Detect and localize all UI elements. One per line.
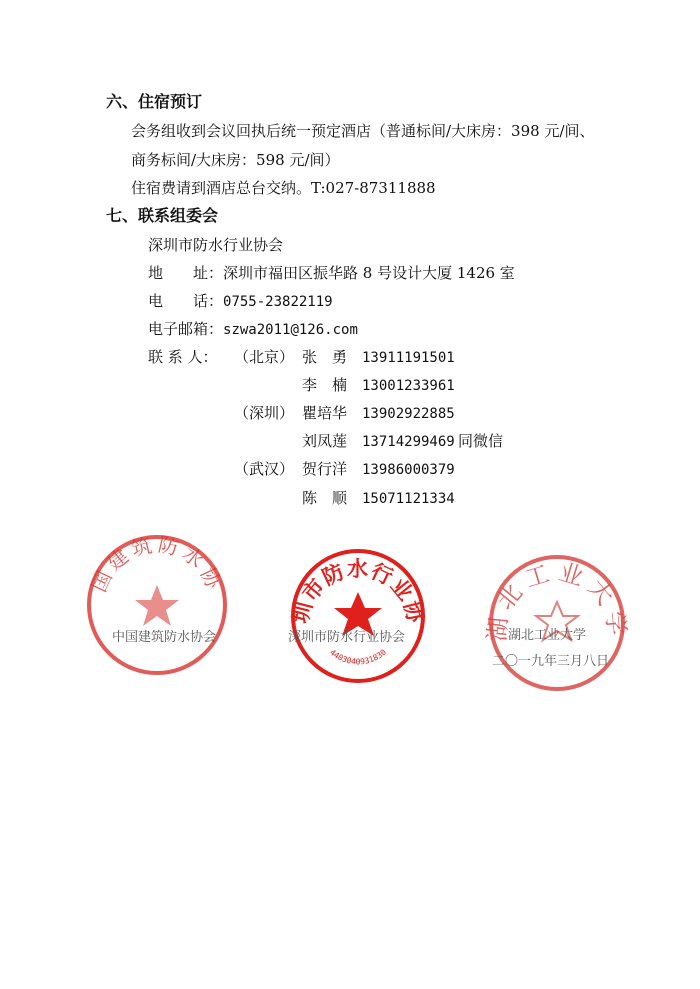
contact-name: 瞿培华 (302, 404, 348, 422)
contact-name: 李 楠 (302, 376, 348, 394)
contact-name: 张 勇 (302, 348, 348, 366)
section-6-title: 六、住宿预订 (106, 92, 203, 111)
contact-name: 刘凤莲 (302, 432, 348, 450)
contact-note: 同微信 (458, 432, 504, 450)
svg-text:4403040931830 (328, 648, 388, 667)
contact-phone: 13001233961 (362, 378, 455, 394)
hotel-info-line-1: 会务组收到会议回执后统一预定酒店（普通标间/大床房：398 元/间、 (131, 122, 595, 140)
seal-caption: 深圳市防水行业协会 (288, 630, 406, 645)
seal-ring-text: 湖北工业大学 (482, 557, 632, 643)
seal-hubei-university-of-technology (482, 552, 632, 694)
contact-phone: 15071121334 (362, 491, 455, 507)
contact-phone: 13902922885 (362, 406, 455, 422)
email-label: 电子邮箱： (148, 320, 224, 338)
hotel-payment-line: 住宿费请到酒店总台交纳。T:027-87311888 (131, 179, 436, 197)
seal-ring-text: 深圳市防水行业协会 (277, 526, 429, 626)
email-row (148, 319, 358, 340)
hotel-info-line-2: 商务标间/大床房：598 元/间） (131, 151, 340, 169)
seal-serial-number: 4403040931830 (327, 647, 389, 667)
seal-stamp-icon (482, 552, 632, 694)
contact-region: （北京） (234, 348, 295, 366)
svg-text:中国建筑防水协会 (70, 511, 227, 596)
contact-phone: 13714299469 (362, 434, 455, 450)
contact-label: 联 系 人： (148, 348, 218, 366)
contact-region: （武汉） (234, 460, 295, 478)
contact-region: （深圳） (234, 404, 295, 422)
phone-value: 0755-23822119 (223, 294, 333, 310)
address-row (148, 263, 515, 283)
seal-stamp-icon (70, 511, 232, 680)
section-7-title: 七、联系组委会 (106, 206, 219, 225)
seal-date: 二〇一九年三月八日 (492, 654, 610, 669)
seal-caption: 湖北工业大学 (508, 628, 587, 643)
seal-shenzhen-waterproof-association (277, 526, 429, 686)
contact-phone: 13986000379 (362, 462, 455, 478)
phone-label: 电 话： (148, 292, 224, 310)
contact-name: 陈 顺 (302, 489, 348, 507)
seal-stamp-icon (277, 526, 429, 686)
contact-phone: 13911191501 (362, 350, 455, 366)
seal-caption: 中国建筑防水协会 (112, 630, 217, 645)
contact-name: 贺行洋 (302, 460, 348, 478)
seal-china-waterproof-association (70, 511, 232, 680)
organizer-name: 深圳市防水行业协会 (148, 236, 284, 254)
address-value: 深圳市福田区振华路 8 号设计大厦 1426 室 (223, 264, 515, 282)
address-label: 地 址： (148, 264, 224, 282)
email-value: szwa2011@126.com (223, 322, 358, 338)
seal-ring-text: 中国建筑防水协会 (70, 511, 228, 596)
phone-row (148, 291, 333, 312)
